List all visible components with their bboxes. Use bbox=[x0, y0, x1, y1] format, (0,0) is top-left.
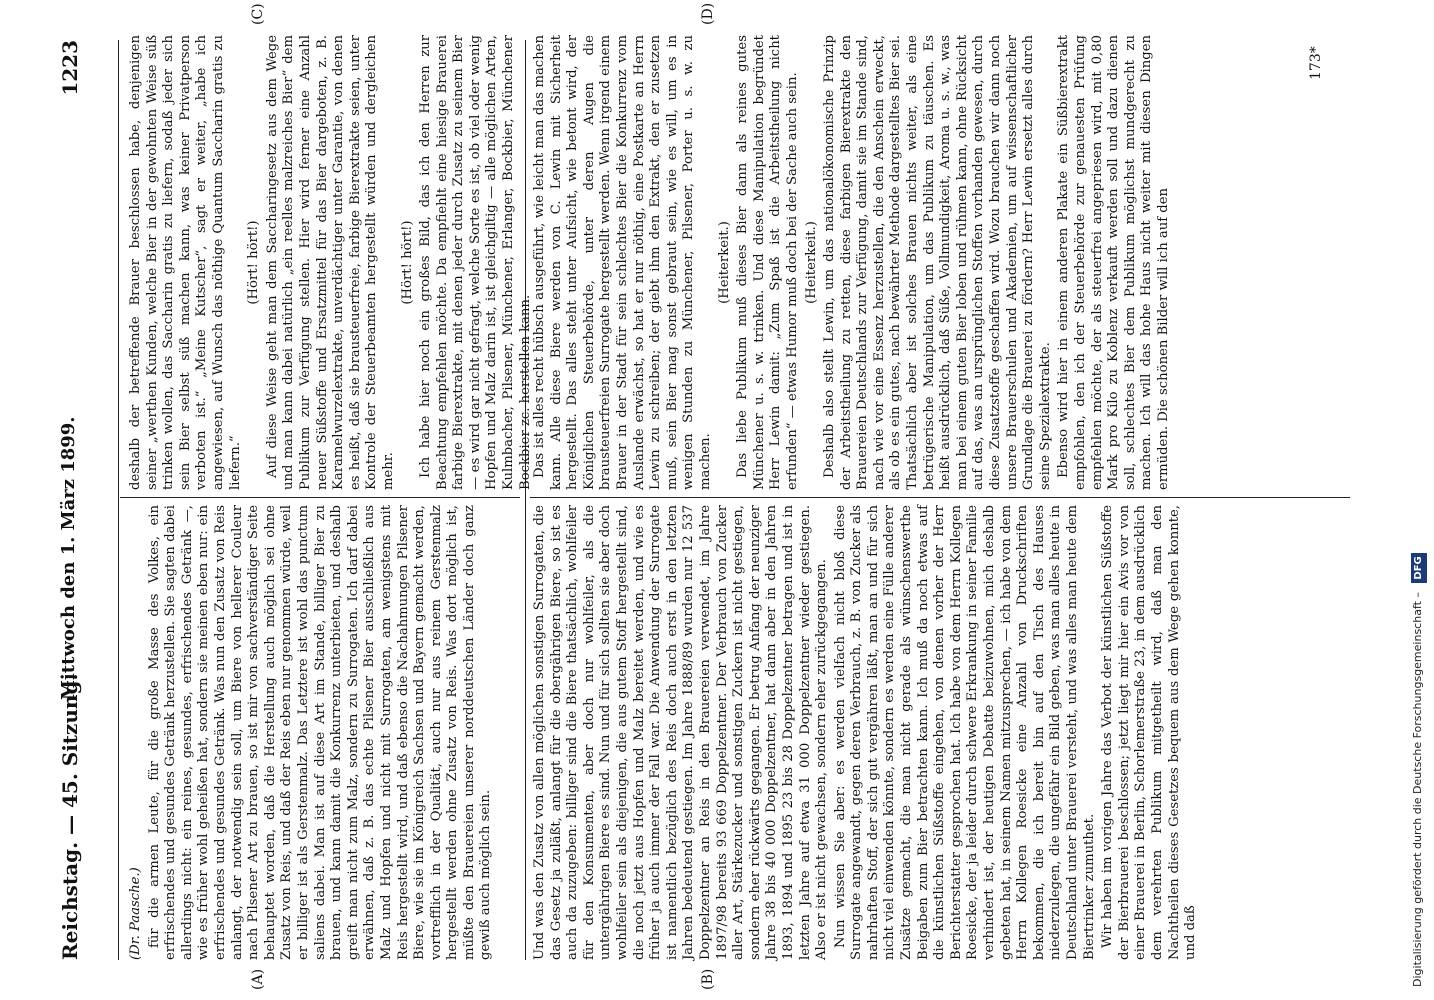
header-left: Reichstag. — 45. Sitzung. bbox=[58, 673, 82, 960]
paragraph: Das liebe Publikum muß dieses Bier dann als reines gutes Münchener u. s. w. trinken. Und diese Manipulation begründet Herr Lewin damit: „Zum Spaß ist die Arbeitstheilung nicht erfunden“ — etwas Humor muß doch bei der Sache auch sein. bbox=[735, 35, 800, 490]
margin-marker-a: (A) bbox=[250, 968, 266, 990]
paragraph: Deshalb also stellt Lewin, um das nationalökonomische Prinzip der Arbeitstheilung zu retten, diese farbigen Bierextrakte den Brauereien Deutschlands zur Verfügung, damit sie im Stande sind, nach wie vor eine Essenz herzustellen, die den Anschein erweckt, als ob es ein gutes, nach bewährter Methode dargestelltes Bier sei. Thatsächlich aber ist solches Brauen nichts weiter, als eine betrügerische Manipulation, um das Publikum zu täuschen. Es heißt ausdrücklich, daß Süße, Vollmundigkeit, Aroma u. s. w., was man bei einem guten Bier loben und rühmen kann, ohne Rücksicht auf das, was an ursprünglichen Stoffen vorhanden gewesen, durch diese Zusatzstoffe geschaffen wird. Wozu brauchen wir dann noch unsere Brauerschulen und Akademien, um auf wissenschaftlicher Grundlage die Brauerei zu fördern? Herr Lewin ersetzt alles durch seine Spezialextrakte. bbox=[822, 35, 1053, 490]
credit-text: Digitalisierung gefördert durch die Deutsche Forschungsgemeinschaft – bbox=[1411, 592, 1424, 987]
paragraph: Wir haben im vorigen Jahre das Verbot der künstlichen Süßstoffe der Bierbrauerei beschlossen; jetzt liegt mir hier ein Avis vor von einer Brauerei in Berlin, Schorlemerstraße 23, in dem ausdrücklich dem verehrten Publikum mitgetheilt wird, daß man den Nachtheilen dieses Gesetzes bequem aus dem Wege gehen konnte, und daß bbox=[1100, 505, 1199, 960]
column-divider-bottom bbox=[530, 497, 1350, 498]
paragraph: Ebenso wird hier in einem anderen Plakate ein Süßbierextrakt empfohlen, den ich der Steuerbehörde zur genauesten Prüfung empfehlen möchte, der als steuerfrei angepriesen wird, mit 0,80 Mark pro Kilo zu Koblenz verkauft werden soll und dazu dienen soll, schlechtes Bier dem Publikum möglichst mundgerecht zu machen. Ich will das hohe Haus nicht weiter mit diesen Dingen ermüden. Die schönen Bilder will ich auf den bbox=[1056, 35, 1171, 490]
interjection: (Heiterkeit.) bbox=[716, 221, 732, 304]
paragraph: Das ist alles recht hübsch ausgeführt, wie leicht man das machen kann. Alle diese Biere werden von C. Lewin mit Sicherheit hergestellt. Das alles steht unter Aufsicht, wie betont wird, der Königlichen Steuerbehörde, unter deren Augen die brausteuerfreien Surrogate hergestellt werden. Wenn irgend einem Brauer in der Stadt für sein schlechtes Bier die Konkurrenz vom Auslande erwächst, so hat er nur nöthig, eine Postkarte an Herrn Lewin zu schreiben; der giebt ihm den Extrakt, den er zusetzen muß, sein Bier mag sonst gebraut sein, wie es will, um es in wenigen Stunden zu Münchener, Pilsener, Porter u. s. w. zu machen. bbox=[532, 35, 713, 490]
margin-marker-d: (D) bbox=[700, 2, 716, 25]
column-4 bbox=[532, 35, 1342, 490]
interjection: (Heiterkeit.) bbox=[803, 221, 819, 304]
page-number: 1223 bbox=[58, 40, 82, 96]
paragraph: Und was den Zusatz von allen möglichen sonstigen Surrogaten, die das Gesetz ja zuläßt, anlangt für die obergährigen Biere, so ist es auch da zuzugeben: billiger sind die Biere thatsächlich, wohlfeiler für den Konsumenten, aber doch nur wohlfeiler, als die untergährigen Biere es sind. Nun und für sich sollten sie aber doch wohlfeiler sein als diejenigen, die aus gutem Stoff hergestellt sind, die noch jetzt aus Hopfen und Malz bereitet werden, und wie es früher ja auch immer der Fall war. Die Anwendung der Surrogate ist namentlich bezüglich des Reis doch auch erst in den letzten Jahren bedeutend gestiegen. Im Jahre 1888/89 wurden nur 12 537 Doppelzentner an Reis in den Brauereien verwendet, im Jahre 1897/98 bereits 93 669 Doppelzentner. Der Verbrauch von Zucker aller Art, Stärkezucker und sonstigen Zuckern ist nicht gestiegen, sondern eher rückwärts gegangen. Er betrug Anfang der neunziger Jahre 38 bis 40 000 Doppelzentner, hat dann aber in den Jahren 1893, 1894 und 1895 23 bis 28 Doppelzentner betragen und ist in letzten Jahre auf etwa 31 000 Doppelzentner wieder gestiegen. Also er ist nicht gewachsen, sondern eher zurückgegangen. bbox=[532, 505, 830, 960]
paragraph: Auf diese Weise geht man dem Saccharingesetz aus dem Wege und man kann dabei natürlich „ein reelles malzreiches Bier“ dem Publikum zur Verfügung stellen. Hier wird ferner eine Anzahl neuer Süßstoffe und Ersatzmittel für das Bier dargeboten, z. B. Karamelwurzelextrakte, unverdächtiger unter Garantie, von denen es heißt, daß sie brausteuerfreie, farbige Bierextrakte seien, unter Kontrole der Steuerbeamten hergestellt würden und dergleichen mehr. bbox=[264, 35, 396, 490]
margin-marker-b: (B) bbox=[700, 968, 716, 990]
column-3 bbox=[532, 505, 1342, 960]
column-divider-top bbox=[120, 497, 520, 498]
paragraph: für die armen Leute, für die große Masse des Volkes, ein erfrischendes und gesundes Getränk herzustellen. Sie sagten dabei allerdings nicht: ein reines, gesundes, erfrischendes Getränk —, wie es früher wohl geheißen hat, sondern sie meinen eben nur: ein erfrischendes und gesundes Getränk. Was nun den Zusatz von Reis anlangt, der notwendig sein soll, um Biere von hellerer Couleur nach Pilsener Art zu brauen, so ist mir von sachverständiger Seite behauptet worden, daß die Herstellung auch möglich sei ohne Zusatz von Reis, und daß der Reis eben nur genommen würde, weil er billiger ist als Gerstenmalz. Das Letztere ist wohl das punctum saliens dabei. Man ist auf diese Art im Stande, billiger Bier zu brauen, und kann damit die Konkurrenz unterbieten, und deshalb greift man nicht zum Malz, sondern zu Surrogaten. Ich darf dabei erwähnen, daß z. B. das echte Pilsener Bier ausschließlich aus Malz und Hopfen und nicht mit Surrogaten, am wenigstens mit Reis hergestellt wird, und daß ebenso die Nachahmungen Pilsener Biere, wie sie im Königreich Sachsen und Bayern gemacht werden, vortrefflich in der Qualität, auch nur aus reinem Gerstenmalz hergestellt werden ohne Zusatz von Reis. Was dort möglich ist, müßte den Brauereien unserer norddeutschen Länder doch ganz gewiß auch möglich sein. bbox=[146, 505, 494, 960]
paragraph: Ich habe hier noch ein großes Bild, das ich den Herren zur Beachtung empfehlen möchte. Da empfiehlt eine hiesige Brauerei farbige Bierextrakte, mit denen jeder durch Zusatz zu seinem Bier — es wird gar nicht gefragt, welche Sorte es ist, ob viel oder wenig Hopfen und Malz darin ist, ist gleichgiltig — alle möglichen Arten, Kulmbacher, Pilsener, Münchener, Erlanger, Bockbier, Münchener Bockbier zc. herstellen kann. bbox=[418, 35, 533, 490]
header-rule bbox=[118, 40, 119, 960]
header-date: Mittwoch den 1. März 1899. bbox=[58, 416, 79, 700]
interjection: (Hört! hört!) bbox=[246, 220, 262, 305]
column-1 bbox=[128, 505, 518, 960]
interjection: (Hört! hört!) bbox=[399, 220, 415, 305]
paragraph: deshalb der betreffende Brauer beschlossen habe, denjenigen seiner „werthen Kunden, welche Bier in der gewohnten Weise süß trinken wollen, das Saccharin gratis zu liefern, sodaß jeder sich sein Bier selbst süß machen kann, was keiner Privatperson verboten ist.“ „Meine Kutscher“, sagt er weiter, „habe ich angewiesen, auf Wunsch das nöthige Quantum Saccharin gratis zu liefern.“ bbox=[128, 35, 243, 490]
digitization-credit bbox=[1410, 12, 1426, 987]
dfg-logo: DFG bbox=[1411, 553, 1427, 582]
speaker-label: (Dr. Paasche.) bbox=[128, 867, 143, 960]
margin-marker-c: (C) bbox=[250, 3, 266, 25]
page-signature: 173* bbox=[1308, 46, 1324, 80]
paragraph: Nun wissen Sie aber: es werden vielfach nicht bloß diese Surrogate angewandt, gegen deren Verbrauch, z. B. von Zucker als nahrhaften Stoff, der sich gut vergähren läßt, man an und für sich nicht viel einwenden könnte, sondern es werden eine Fülle anderer Zusätze gemacht, die man nicht gerade als wünschenswerthe Beigaben zum Bier betrachten kann. Ich muß da noch etwas auf die künstlichen Süßstoffe eingehen, von denen vorher der Herr Berichterstatter gesprochen hat. Ich habe von dem Herrn Kollegen Roesicke, der ja leider durch schwere Erkrankung in seiner Familie verhindert ist, der heutigen Debatte beizuwohnen, mich deshalb gebeten hat, in seinem Namen mitzusprechen, — ich habe von dem Herrn Kollegen Roesicke eine Anzahl von Druckschriften bekommen, die ich bereit bin auf den Tisch des Hauses niederzulegen, die ungefähr ein Bild geben, was man alles heute in Deutschland unter Brauerei versteht, und was alles man heute dem Biertrinker zumuthet. bbox=[832, 505, 1097, 960]
column-2 bbox=[128, 35, 533, 490]
